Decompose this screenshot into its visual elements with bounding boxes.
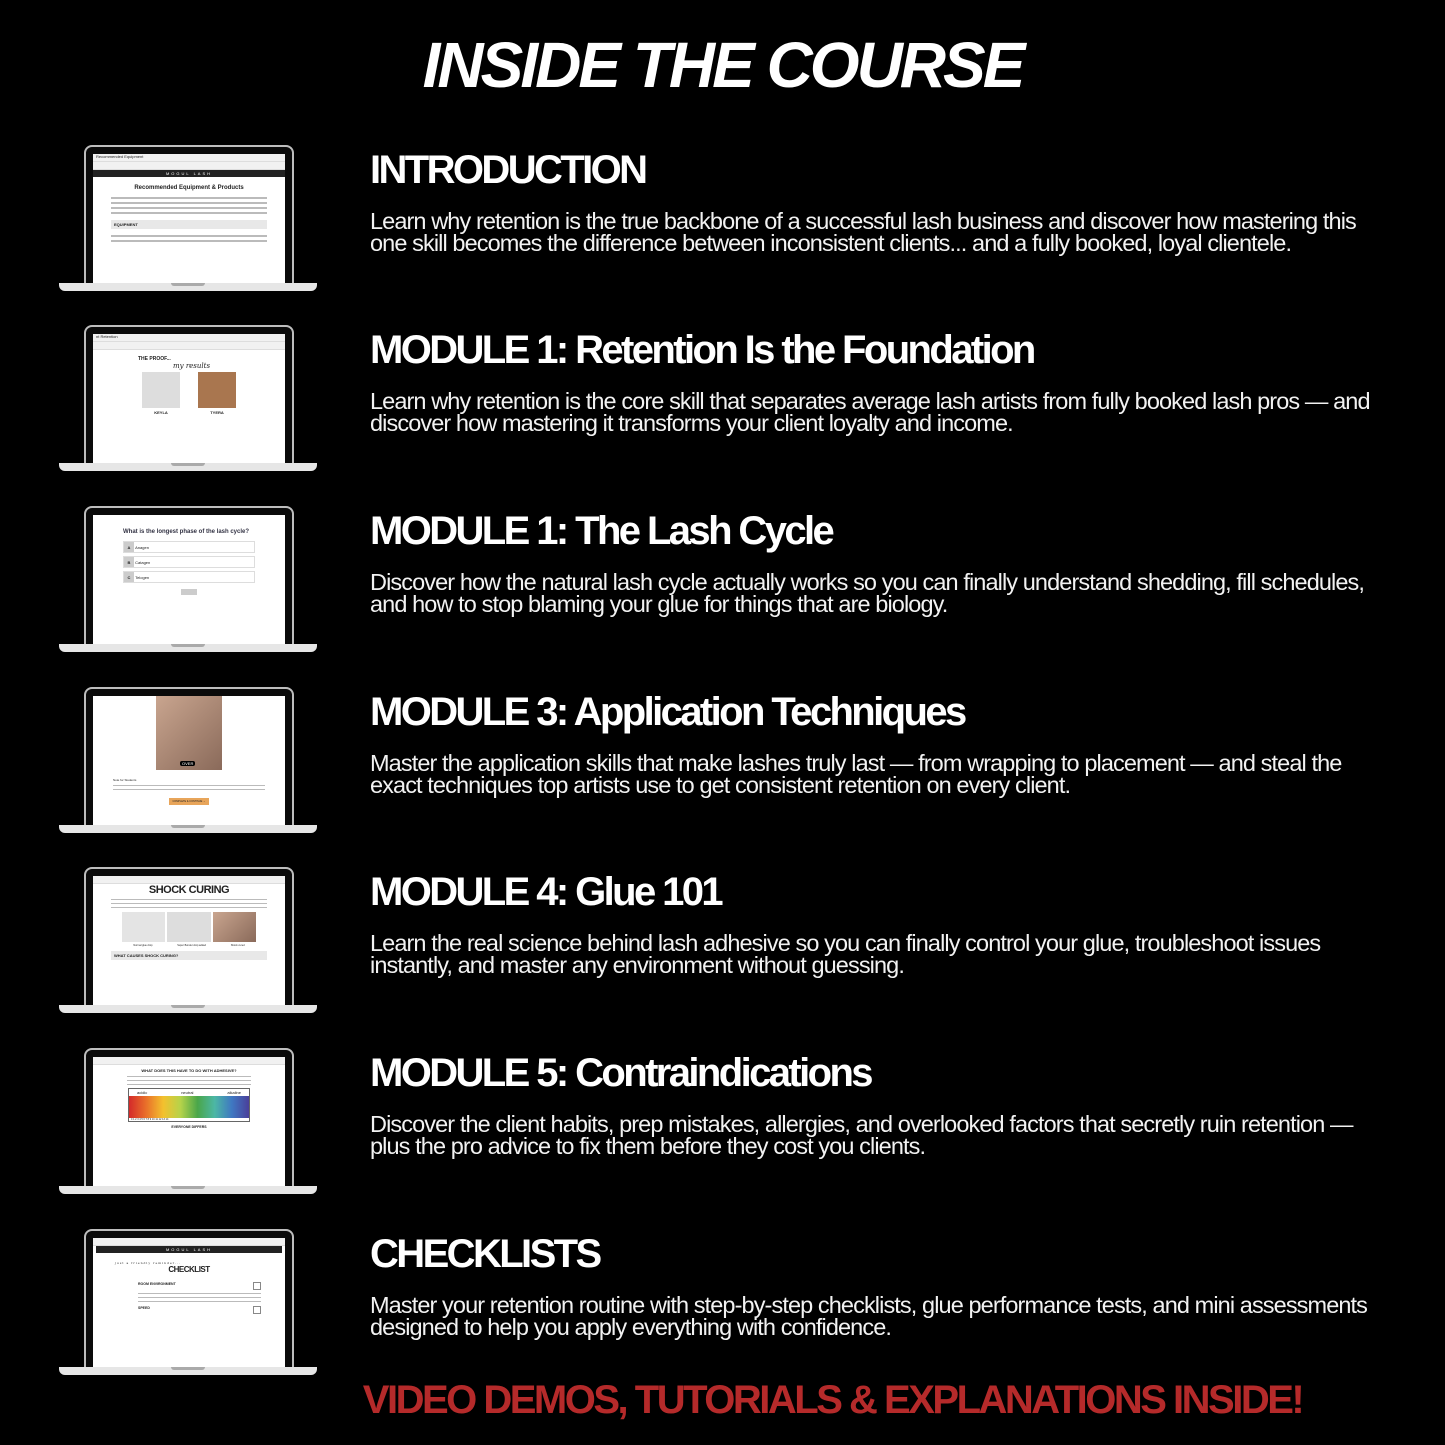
section-description: Learn why retention is the true backbone of a successful lash business and discover how mastering this one skill becomes the difference between inconsistent clients... and a fully booked, loyal clientele. xyxy=(370,208,1356,256)
section-description: Discover how the natural lash cycle actually works so you can finally understand shedding, fill schedules, and how to stop blaming your glue for things that are biology. xyxy=(370,569,1365,617)
client-name: TYERA xyxy=(210,410,224,415)
laptop-preview xyxy=(59,145,317,293)
quiz-option[interactable]: C Telogen xyxy=(123,571,255,583)
section-heading: MODULE 4: Glue 101 xyxy=(370,870,722,914)
section-introduction xyxy=(0,140,1445,320)
quiz-option[interactable]: B Catagen xyxy=(123,556,255,568)
screen-box: WHAT CAUSES SHOCK CURING? xyxy=(111,951,267,960)
laptop-preview xyxy=(59,506,317,654)
screen-title: WHAT DOES THIS HAVE TO DO WITH ADHESIVE? xyxy=(141,1068,237,1073)
client-name: KEYLA xyxy=(154,410,168,415)
screen-box: EQUIPMENT xyxy=(111,220,267,229)
browser-tab: nt Retention xyxy=(93,334,285,342)
page-title: INSIDE THE COURSE xyxy=(422,29,1023,101)
laptop-preview xyxy=(59,867,317,1015)
laptop-preview xyxy=(59,687,317,835)
footer-banner: VIDEO DEMOS, TUTORIALS & EXPLANATIONS INSIDE! xyxy=(362,1378,1303,1422)
section-heading: MODULE 3: Application Techniques xyxy=(370,690,965,734)
quiz-question: What is the longest phase of the lash cycle? xyxy=(123,529,250,535)
screen-preview: MOGUL LASH just a friendly reminder... CHECKLIST ROOM ENVIRONMENT SPEED xyxy=(93,1238,285,1368)
browser-tab: Recommended Equipment xyxy=(93,154,285,162)
section-module-1-lash-cycle xyxy=(0,501,1445,681)
screen-preview xyxy=(93,334,285,464)
screen-preview xyxy=(93,515,285,645)
complete-continue-button[interactable]: COMPLETE & CONTINUE → xyxy=(169,798,209,805)
section-description: Master your retention routine with step-by-step checklists, glue performance tests, and mini assessments designed to help you apply everything with confidence. xyxy=(370,1292,1368,1340)
section-description: Master the application skills that make lashes truly last — from wrapping to placement — and steal the exact techniques top artists use to get consistent retention on every client. xyxy=(370,750,1342,798)
screen-title: Recommended Equipment & Products xyxy=(134,185,244,191)
note-title: Note for Students xyxy=(113,778,137,782)
brand-band: MOGUL LASH xyxy=(93,170,285,177)
screen-preview xyxy=(93,154,285,284)
screen-preview: SHOCK CURING Normal glue drop Super Bonder drop added Shock cured WHAT CAUSES SHOCK CURING? xyxy=(93,876,285,1006)
section-heading: MODULE 1: Retention Is the Foundation xyxy=(370,328,1034,372)
quiz-option[interactable]: A Anagen xyxy=(123,541,255,553)
screen-title: THE PROOF... xyxy=(138,356,171,362)
section-heading: CHECKLISTS xyxy=(370,1232,600,1276)
screen-title: SHOCK CURING xyxy=(148,884,230,896)
section-heading: MODULE 5: Contraindications xyxy=(370,1051,871,1095)
section-description: Discover the client habits, prep mistakes, allergies, and overlooked factors that secretly ruin retention — plus the pro advice to fix them before they cost you clients. xyxy=(370,1111,1353,1159)
checkbox[interactable] xyxy=(253,1306,261,1314)
section-module-1-retention xyxy=(0,320,1445,500)
screen-title: CHECKLIST xyxy=(168,1265,210,1274)
section-module-4-glue xyxy=(0,862,1445,1042)
checkbox[interactable] xyxy=(253,1282,261,1290)
screen-preview xyxy=(93,696,285,826)
section-description: Learn the real science behind lash adhesive so you can finally control your glue, troubleshoot issues instantly, and master any environment without guessing. xyxy=(370,930,1321,978)
screen-subtitle: my results xyxy=(173,362,211,370)
screen-preview: WHAT DOES THIS HAVE TO DO WITH ADHESIVE? acidic neutral alkaline 0 1 2 3 4 5 6 7 8 9 10 11 12 13 14 EVERYONE DIFFERS xyxy=(93,1057,285,1187)
ph-scale-chart: acidic neutral alkaline 0 1 2 3 4 5 6 7 8 9 10 11 12 13 14 xyxy=(128,1088,250,1122)
laptop-preview xyxy=(59,1229,317,1377)
laptop-preview xyxy=(59,1048,317,1196)
brand-band: MOGUL LASH xyxy=(96,1246,282,1253)
submit-button[interactable] xyxy=(181,589,197,595)
section-checklists xyxy=(0,1224,1445,1404)
section-heading: MODULE 1: The Lash Cycle xyxy=(370,509,833,553)
section-module-5-contraindications xyxy=(0,1043,1445,1223)
video-thumbnail[interactable]: OVER xyxy=(156,696,222,770)
section-module-3-application xyxy=(0,682,1445,862)
section-description: Learn why retention is the core skill that separates average lash artists from fully booked lash pros — and discover how mastering it transforms your client loyalty and income. xyxy=(370,388,1370,436)
section-heading: INTRODUCTION xyxy=(370,148,646,192)
laptop-preview xyxy=(59,325,317,473)
